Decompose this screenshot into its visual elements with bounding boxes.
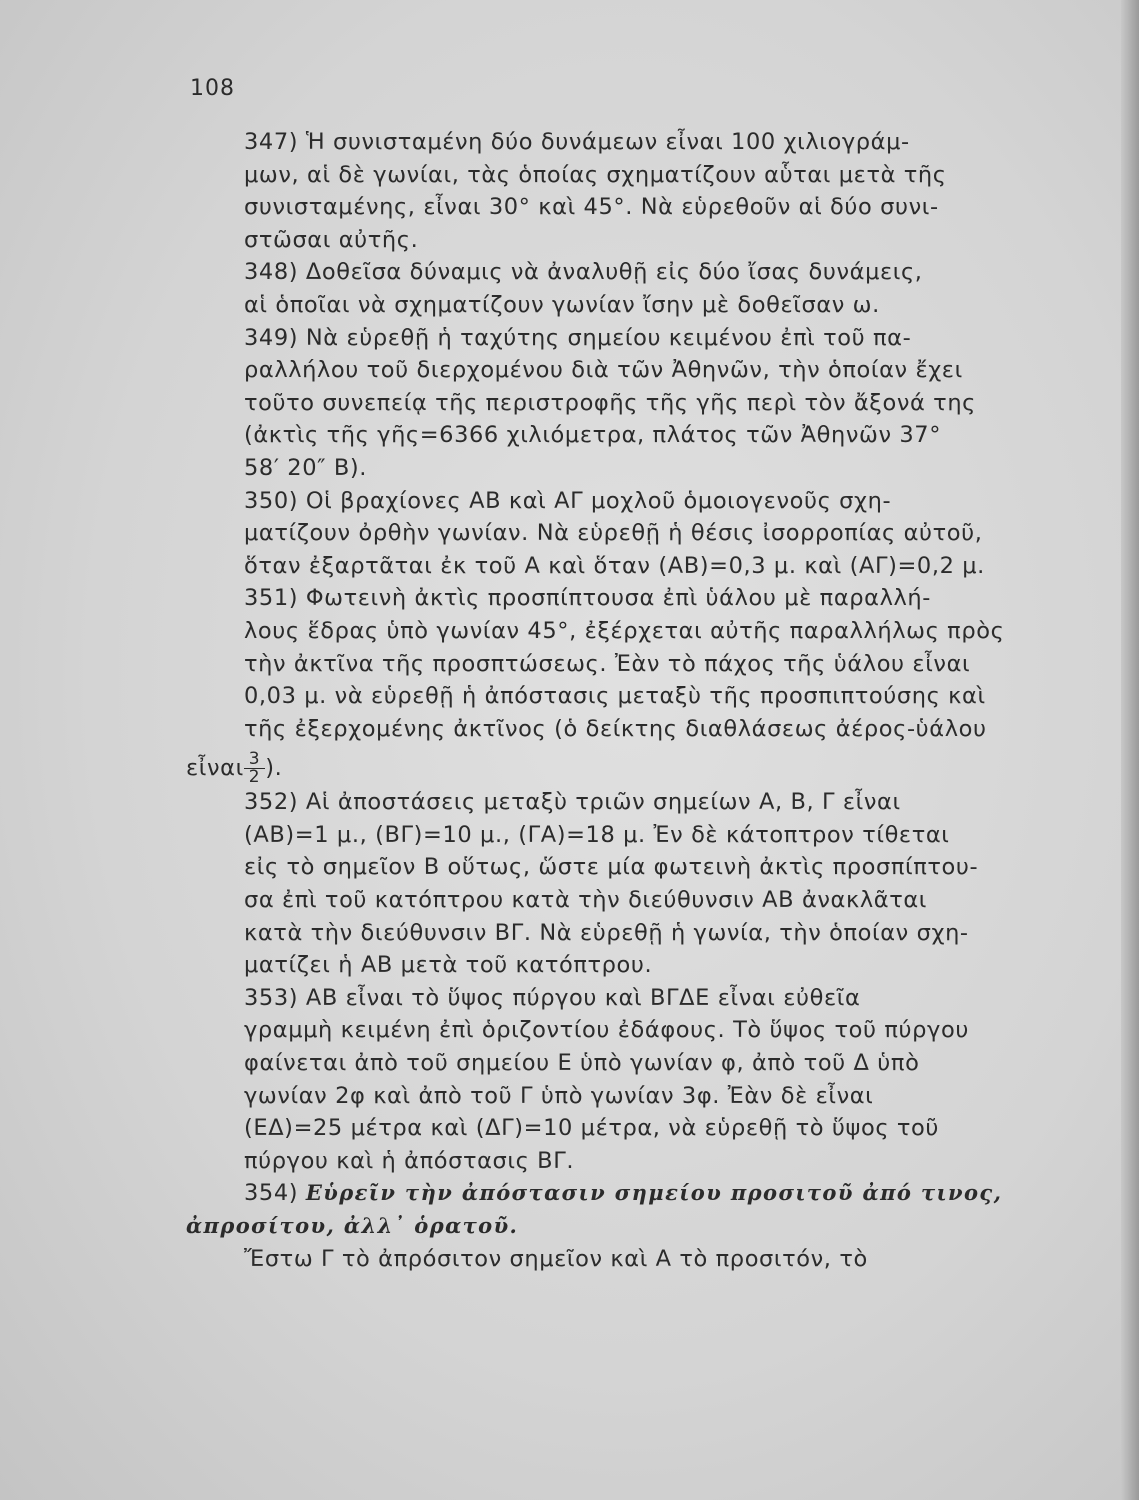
text-line: τοῦτο συνεπείᾳ τῆς περιστροφῆς τῆς γῆς περὶ τὸν ἄξονά της: [244, 389, 976, 416]
text-line: στῶσαι αὐτῆς.: [244, 226, 419, 253]
fraction-numerator: 3: [244, 751, 265, 769]
problem-heading-cont: ἀπροσίτου, ἀλλ᾽ ὁρατοῦ.: [186, 1213, 519, 1238]
body-text: [186, 126, 1082, 1275]
page-number: 108: [190, 76, 235, 101]
text-line: 349) Νὰ εὑρεθῇ ἡ ταχύτης σημείου κειμένου ἐπὶ τοῦ πα-: [244, 324, 912, 351]
text-line: ὅταν ἐξαρτᾶται ἐκ τοῦ Α καὶ ὅταν (ΑΒ)=0,3 μ. καὶ (ΑΓ)=0,2 μ.: [244, 552, 985, 579]
text-line: τῆς ἐξερχομένης ἀκτῖνος (ὁ δείκτης διαθλάσεως ἀέρος-ὑάλου: [244, 715, 987, 742]
problem-350: [186, 485, 1082, 583]
text-line: ματίζουν ὀρθὴν γωνίαν. Νὰ εὑρεθῇ ἡ θέσις ἰσορροπίας αὐτοῦ,: [244, 520, 983, 547]
text-line: (ΕΔ)=25 μέτρα καὶ (ΔΓ)=10 μέτρα, νὰ εὑρεθῇ τὸ ὕψος τοῦ: [244, 1115, 940, 1142]
problem-heading: Εὑρεῖν τὴν ἀπόστασιν σημείου προσιτοῦ ἀπό τινος,: [305, 1180, 1003, 1206]
text-line: 58′ 20″ Β).: [244, 454, 368, 481]
formula-suffix: ).: [265, 755, 283, 782]
problem-349: [186, 322, 1082, 485]
text-line: 347) Ἡ συνισταμένη δύο δυνάμεων εἶναι 100 χιλιογράμ-: [244, 129, 910, 155]
problem-354: [186, 1177, 1082, 1242]
text-line: λους ἕδρας ὑπὸ γωνίαν 45°, ἐξέρχεται αὐτῆς παραλλήλως πρὸς: [244, 617, 1005, 644]
problem-348: [186, 256, 1082, 321]
problem-347: [186, 126, 1082, 256]
fraction-denominator: 2: [248, 767, 261, 788]
text-line: σα ἐπὶ τοῦ κατόπτρου κατὰ τὴν διεύθυνσιν ΑΒ ἀνακλᾶται: [244, 887, 927, 914]
heading-line: [186, 1177, 1082, 1210]
text-line: 353) ΑΒ εἶναι τὸ ὕψος πύργου καὶ ΒΓΔΕ εἶναι εὐθεῖα: [244, 984, 861, 1011]
text-line: 348) Δοθεῖσα δύναμις νὰ ἀναλυθῇ εἰς δύο ἴσας δυνάμεις,: [244, 259, 923, 286]
text-line: 350) Οἱ βραχίονες ΑΒ καὶ ΑΓ μοχλοῦ ὁμοιογενοῦς σχη-: [244, 487, 892, 514]
text-line: γραμμὴ κειμένη ἐπὶ ὁριζοντίου ἐδάφους. Τὸ ὕψος τοῦ πύργου: [244, 1017, 969, 1044]
problem-number: 354): [244, 1180, 299, 1207]
text-line: 0,03 μ. νὰ εὑρεθῇ ἡ ἀπόστασις μεταξὺ τῆς προσπιπτούσης καὶ: [244, 683, 986, 710]
text-line: κατὰ τὴν διεύθυνσιν ΒΓ. Νὰ εὑρεθῇ ἡ γωνία, τὴν ὁποίαν σχη-: [244, 919, 969, 946]
formula-prefix: εἶναι: [186, 755, 244, 782]
text-line: συνισταμένης, εἶναι 30° καὶ 45°. Νὰ εὑρεθοῦν αἱ δύο συνι-: [244, 194, 939, 221]
text-line: γωνίαν 2φ καὶ ἀπὸ τοῦ Γ ὑπὸ γωνίαν 3φ. Ἐὰν δὲ εἶναι: [244, 1082, 874, 1109]
text-line: μων, αἱ δὲ γωνίαι, τὰς ὁποίας σχηματίζουν αὗται μετὰ τῆς: [244, 161, 947, 188]
problem-353: [186, 982, 1082, 1178]
closing-paragraph: [186, 1243, 1082, 1276]
text-line: αἱ ὁποῖαι νὰ σχηματίζουν γωνίαν ἴσην μὲ δοθεῖσαν ω.: [244, 291, 880, 318]
text-line: ραλλήλου τοῦ διερχομένου διὰ τῶν Ἀθηνῶν, τὴν ὁποίαν ἔχει: [244, 357, 963, 384]
text-line: εἰς τὸ σημεῖον Β οὕτως, ὥστε μία φωτεινὴ ἀκτὶς προσπίπτου-: [244, 854, 979, 881]
text-line: πύργου καὶ ἡ ἀπόστασις ΒΓ.: [244, 1147, 575, 1174]
problem-352: [186, 786, 1082, 982]
text-line: φαίνεται ἀπὸ τοῦ σημείου Ε ὑπὸ γωνίαν φ, ἀπὸ τοῦ Δ ὑπὸ: [244, 1050, 920, 1077]
page-edge-shadow: [1121, 0, 1139, 1500]
text-line: 352) Αἱ ἀποστάσεις μεταξὺ τριῶν σημείων Α, Β, Γ εἶναι: [244, 789, 901, 816]
text-line: (ἀκτὶς τῆς γῆς=6366 χιλιόμετρα, πλάτος τῶν Ἀθηνῶν 37°: [244, 422, 942, 449]
formula-line: [186, 751, 1082, 786]
text-line: ματίζει ἡ ΑΒ μετὰ τοῦ κατόπτρου.: [244, 952, 653, 979]
text-line: Ἔστω Γ τὸ ἀπρόσιτον σημεῖον καὶ Α τὸ προσιτόν, τὸ: [244, 1245, 868, 1272]
text-line: τὴν ἀκτῖνα τῆς προσπτώσεως. Ἐὰν τὸ πάχος τῆς ὑάλου εἶναι: [244, 650, 971, 677]
text-line: 351) Φωτεινὴ ἀκτὶς προσπίπτουσα ἐπὶ ὑάλου μὲ παραλλή-: [244, 585, 931, 612]
problem-351: [186, 582, 1082, 786]
fraction: [244, 751, 265, 786]
text-line: (ΑΒ)=1 μ., (ΒΓ)=10 μ., (ΓΑ)=18 μ. Ἐν δὲ κάτοπτρον τίθεται: [244, 821, 950, 848]
